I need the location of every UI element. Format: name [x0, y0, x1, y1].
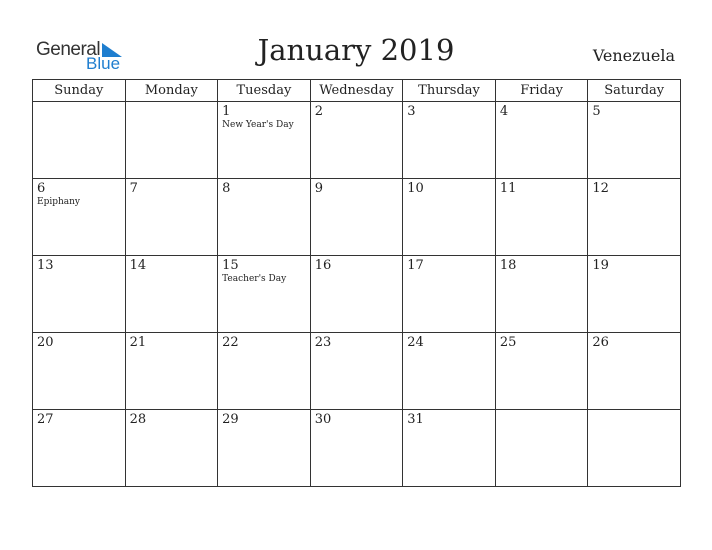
calendar-title: January 2019 — [257, 33, 455, 67]
day-cell — [403, 256, 496, 333]
day-number: 25 — [499, 335, 517, 350]
day-number: 1 — [222, 104, 231, 119]
holiday-label: New Year's Day — [222, 120, 294, 130]
weekday-header-row — [33, 80, 681, 102]
calendar-grid — [32, 79, 681, 487]
day-number: 27 — [37, 412, 54, 427]
country-label: Venezuela — [592, 46, 675, 65]
day-cell — [495, 179, 588, 256]
day-cell — [403, 102, 496, 179]
day-cell — [310, 102, 403, 179]
logo-general-text: General — [36, 39, 101, 60]
day-cell — [310, 179, 403, 256]
day-cell — [495, 256, 588, 333]
day-cell — [125, 333, 218, 410]
day-number: 31 — [407, 412, 424, 427]
weekday-header-sunday: Sunday — [33, 80, 126, 102]
weekday-header-tuesday: Tuesday — [218, 80, 311, 102]
week-row — [33, 333, 681, 410]
day-number: 10 — [407, 181, 424, 196]
day-cell — [495, 333, 588, 410]
weekday-header-saturday: Saturday — [588, 80, 681, 102]
day-number: 13 — [37, 258, 54, 273]
day-cell — [33, 333, 126, 410]
day-number: 3 — [407, 104, 416, 119]
day-cell — [33, 410, 126, 487]
day-cell — [125, 410, 218, 487]
day-number: 4 — [499, 104, 509, 119]
day-number: 28 — [129, 412, 147, 427]
day-number: 7 — [129, 181, 138, 196]
day-cell — [33, 256, 126, 333]
weekday-header-thursday: Thursday — [403, 80, 496, 102]
week-row — [33, 410, 681, 487]
day-cell — [403, 179, 496, 256]
day-number: 22 — [222, 335, 239, 350]
day-cell — [403, 333, 496, 410]
day-cell — [495, 102, 588, 179]
day-cell — [588, 333, 681, 410]
calendar-body — [33, 102, 681, 487]
day-cell — [310, 333, 403, 410]
weekday-header-friday: Friday — [495, 80, 588, 102]
day-cell — [125, 179, 218, 256]
day-cell — [310, 410, 403, 487]
day-number: 17 — [407, 258, 424, 273]
day-number: 8 — [222, 181, 231, 196]
day-number: 15 — [222, 258, 239, 273]
logo-blue-text: Blue — [86, 54, 121, 73]
day-cell — [588, 179, 681, 256]
day-number: 11 — [499, 181, 517, 196]
week-row — [33, 256, 681, 333]
day-cell — [33, 179, 126, 256]
day-number: 21 — [129, 335, 147, 350]
day-cell — [218, 410, 311, 487]
weekday-header-wednesday: Wednesday — [310, 80, 403, 102]
week-row — [33, 102, 681, 179]
day-cell — [588, 102, 681, 179]
day-number: 20 — [37, 335, 54, 350]
day-cell — [588, 256, 681, 333]
day-number: 5 — [592, 104, 601, 119]
day-number: 9 — [314, 181, 323, 196]
day-cell — [125, 102, 218, 179]
day-cell — [403, 410, 496, 487]
day-number: 19 — [592, 258, 609, 273]
day-number: 2 — [314, 104, 323, 119]
day-number: 23 — [314, 335, 332, 350]
week-row — [33, 179, 681, 256]
day-number: 12 — [592, 181, 609, 196]
day-cell — [218, 333, 311, 410]
day-cell — [33, 102, 126, 179]
day-number: 30 — [314, 412, 332, 427]
day-number: 29 — [222, 412, 239, 427]
day-cell — [218, 102, 311, 179]
day-cell — [588, 410, 681, 487]
day-cell — [218, 179, 311, 256]
day-cell — [495, 410, 588, 487]
day-cell — [310, 256, 403, 333]
weekday-header-monday: Monday — [125, 80, 218, 102]
day-cell — [218, 256, 311, 333]
day-cell — [125, 256, 218, 333]
day-number: 16 — [314, 258, 332, 273]
day-number: 18 — [499, 258, 517, 273]
holiday-label: Teacher's Day — [222, 274, 287, 284]
day-number: 26 — [592, 335, 609, 350]
day-number: 6 — [37, 181, 46, 196]
day-number: 24 — [407, 335, 424, 350]
holiday-label: Epiphany — [37, 197, 81, 207]
day-number: 14 — [129, 258, 147, 273]
